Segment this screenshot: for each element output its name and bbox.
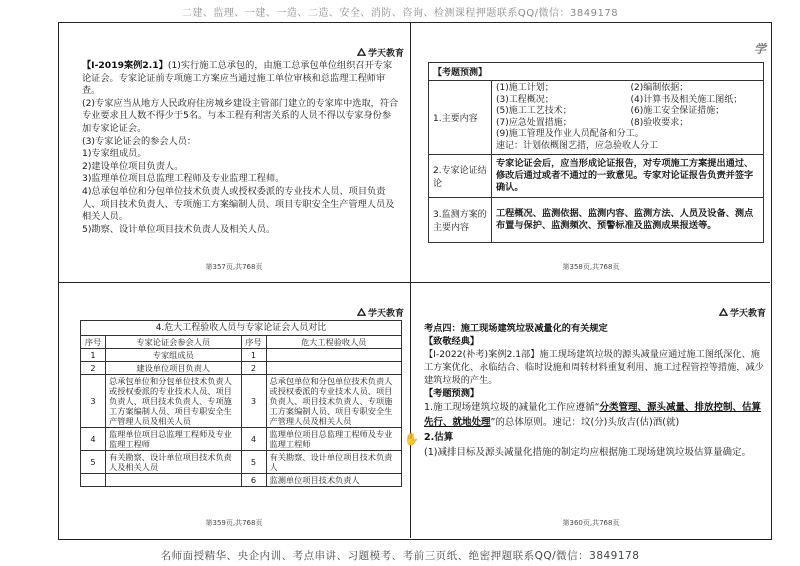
brand-logo [719, 306, 766, 319]
table-cell: 总承包单位和分包单位技术负责人或授权委派的专业技术人员、项目负责人、项目技术负责人、专项施工方案编制人员、项目专职安全生产管理人员及相关人员 [266, 375, 402, 428]
page-360-body [424, 322, 764, 460]
page-358 [414, 26, 768, 280]
brand-mark-icon [357, 48, 366, 57]
forecast-table [428, 62, 764, 243]
list-item: (7)应急处置措施； [496, 117, 572, 128]
list-item: (8)验收要求； [630, 117, 689, 128]
conclusion-cell: 专家论证会后，应当形成论证报告，对专项施工方案提出通过、修改后通过或者不通过的一致意见。专家对论证报告负责并签字确认。 [492, 155, 764, 198]
column-header: 序号 [81, 336, 106, 349]
table-cell: 1 [81, 349, 106, 362]
table-row [81, 474, 402, 487]
list-item: (4)计算书及相关施工图纸； [630, 94, 743, 105]
brand-logo-partial: 学 [753, 42, 766, 56]
page-359 [62, 286, 406, 536]
list-item: (9)施工管理及作业人员配备和分工。 [496, 129, 644, 139]
principle-highlight: 分类管理、源头减量、排放控制、估算先行、就地处理 [424, 402, 762, 428]
horizontal-divider [58, 282, 770, 283]
table-cell: 6 [241, 474, 266, 487]
paragraph-5: 2)建设单位项目负责人。 [82, 160, 184, 172]
table-row [81, 375, 402, 428]
table-row [81, 349, 402, 362]
brand-mark-icon [719, 308, 728, 317]
table-cell: 5 [241, 451, 266, 474]
page-357-body [82, 60, 400, 236]
point-3: (1)减排目标及源头减量化措施的制定均应根据施工现场建筑垃圾估算量确定。 [424, 447, 751, 458]
paragraph-4: 1)专家组成员。 [82, 148, 147, 160]
table-cell: 建设单位项目负责人 [106, 362, 242, 375]
paragraph-1: (1)实行施工总承包的，由施工总承包单位组织召开专家论证会。专家论证前专项施工方案应当通过施工单位审核和总监理工程师审查。 [82, 60, 393, 97]
table-cell [266, 349, 402, 362]
list-item: (5)施工工艺技术； [496, 106, 572, 116]
table-caption: 4.危大工程验收人员与专家论证会人员对比 [81, 321, 402, 336]
mnemonic: 速记：计划依概图艺措，应急验收人分工 [496, 140, 659, 151]
table-cell: 2 [81, 362, 106, 375]
point-1-lead: 1.施工现场建筑垃圾的减量化工作应遵循“ [424, 402, 600, 413]
table-cell: 1 [241, 349, 266, 362]
row-label: 1.主要内容 [429, 81, 492, 155]
point-1 [424, 400, 764, 430]
table-cell: 3 [81, 375, 106, 428]
table-cell: 4 [81, 428, 106, 451]
case-title: 【Ⅰ-2019案例2.1】 [82, 60, 168, 71]
column-header: 危大工程验收人员 [266, 336, 402, 349]
bottom-watermark-banner: 名师面授精华、央企内训、考点串讲、习题模考、考前三页纸、绝密押题联系QQ/微信：3849178 [160, 550, 640, 562]
table-cell [81, 474, 106, 487]
row-label: 3.监测方案的主要内容 [429, 198, 492, 243]
table-cell: 5 [81, 451, 106, 474]
comparison-table [80, 320, 402, 487]
table-row [81, 362, 402, 375]
paragraph-8: 5)勘察、设计单位项目技术负责人及相关人员。 [82, 223, 276, 235]
list-item: (3)工程概况； [496, 94, 554, 105]
paragraph-6: 3)监理单位项目总监理工程师及专业监理工程师。 [82, 173, 285, 185]
list-item: (6)施工安全保证措施； [630, 106, 725, 116]
page-360 [414, 286, 768, 536]
page-footer: 第358页,共768页 [562, 263, 620, 271]
monitoring-cell: 工程概况、监测依据、监测内容、监测方法、人员及设备、测点布置与保护、监测频次、预警标准及监测成果报送等。 [492, 198, 764, 243]
table-cell: 3 [241, 375, 266, 428]
page-footer: 第360页,共768页 [562, 519, 620, 527]
classic-text: 【Ⅰ-2022(补考)案例2.1部】施工现场建筑垃圾的源头减量应通过施工图纸深化、施工方案优化、永临结合、临时设施和周转材料重复利用、施工过程管控等措施，减少建筑垃圾的产生。 [424, 349, 764, 386]
list-item: (1)施工计划； [496, 83, 554, 93]
column-header: 专家论证会参会人员 [106, 336, 242, 349]
table-cell: 2 [241, 362, 266, 375]
brand-logo [357, 306, 404, 319]
hand-cursor-icon[interactable]: ✋ [404, 432, 419, 446]
table-cell [266, 362, 402, 375]
forecast-header: 【考题预测】 [429, 63, 764, 81]
page-footer: 第359页,共768页 [205, 519, 263, 527]
table-cell: 监测单位项目技术负责人 [266, 474, 402, 487]
brand-name: 学天教育 [729, 309, 766, 319]
top-watermark-banner: 二建、监理、一建、一造、二造、安全、消防、咨询、检测课程押题联系QQ/微信：3849178 [181, 8, 619, 19]
table-cell: 总承包单位和分包单位技术负责人或授权委派的专业技术人员、项目负责人、项目技术负责人、专项施工方案编制人员、项目专职安全生产管理人员及相关人员 [106, 375, 242, 428]
section-title: 考点四：施工现场建筑垃圾减量化的有关规定 [424, 323, 608, 334]
table-cell: 监理单位项目总监理工程师及专业监理工程师 [266, 428, 402, 451]
table-cell: 专家组成员 [106, 349, 242, 362]
table-cell: 4 [241, 428, 266, 451]
main-content-cell [492, 81, 764, 155]
list-item: (2)编制依据； [630, 83, 689, 93]
vertical-divider [410, 22, 411, 538]
table-cell [106, 474, 242, 487]
page-footer: 第357页,共768页 [205, 263, 263, 271]
paragraph-7: 4)总承包单位和分包单位技术负责人或授权委派的专业技术人员、项目负责人、项目技术负责人、专项施工方案编制人员、项目专职安全生产管理人员及相关人员。 [82, 185, 395, 223]
paragraph-2: (2)专家应当从地方人民政府住房城乡建设主管部门建立的专家库中选取，符合专业要求且人数不得少于5名。与本工程有利害关系的人员不得以专家身份参加专家论证会。 [82, 97, 399, 134]
brand-logo [357, 46, 404, 59]
point-2: 2.估算 [424, 432, 454, 443]
table-cell: 有关勘察、设计单位项目技术负责人 [266, 451, 402, 474]
brand-name: 学天教育 [367, 309, 404, 319]
forecast-header: 【考题预测】 [424, 388, 480, 399]
table-row [81, 451, 402, 474]
classic-header: 【致敬经典】 [424, 336, 480, 347]
table-row [81, 428, 402, 451]
point-1-tail: ”的总体原则。速记：坟(分)头放吉(估)酒(就) [490, 417, 680, 428]
brand-name: 学天教育 [367, 49, 404, 59]
column-header: 序号 [241, 336, 266, 349]
paragraph-3: (3)专家论证会的参会人员： [82, 135, 197, 147]
table-cell: 监理单位项目总监理工程师及专业监理工程师 [106, 428, 242, 451]
brand-mark-icon [357, 308, 366, 317]
page-357 [62, 26, 406, 280]
table-cell: 有关勘察、设计单位项目技术负责人及相关人员 [106, 451, 242, 474]
row-label: 2.专家论证结论 [429, 155, 492, 198]
